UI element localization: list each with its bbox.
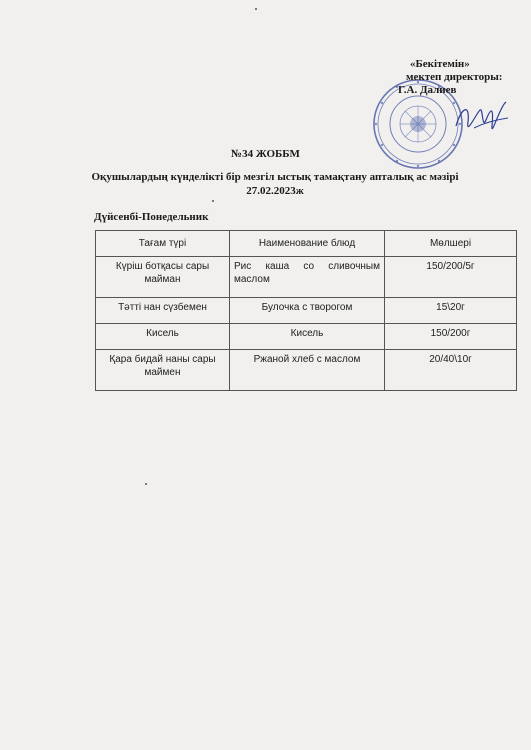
header-amount: Мөлшері [385,231,517,257]
paper-speck [212,200,214,202]
approval-block [398,58,528,97]
paper-speck [255,8,257,10]
cell-dish-kz: Қара бидай наны сары маймен [96,350,230,391]
cell-dish-ru: Рис каша со сливочным маслом [230,257,385,298]
cell-amount: 20/40\10г [385,350,517,391]
table-row [96,324,517,350]
table-row [96,257,517,298]
approval-name: Г.А. Далиев [398,84,457,96]
director-signature [452,96,512,144]
table-header-row [96,231,517,257]
cell-dish-ru: Кисель [230,324,385,350]
paper-speck [145,483,147,485]
document-title [40,170,510,198]
cell-dish-kz: Кисель [96,324,230,350]
table-row [96,298,517,324]
cell-dish-ru: Булочка с творогом [230,298,385,324]
cell-dish-kz: Тәтті нан сүзбемен [96,298,230,324]
cell-amount: 150/200/5г [385,257,517,298]
document-date: 27.02.2023ж [246,185,304,197]
cell-dish-ru: Ржаной хлеб с маслом [230,350,385,391]
cell-dish-kz: Күріш ботқасы сары майман [96,257,230,298]
table-row [96,350,517,391]
school-name: №34 ЖОББМ [231,148,300,160]
approval-position: мектеп директоры: [406,71,503,83]
header-dish-name-ru: Наименование блюд [230,231,385,257]
cell-amount: 150/200г [385,324,517,350]
document-title-line: Оқушылардың күнделікті бір мезгіл ыстық тамақтану апталық ас мәзірі [91,171,459,183]
day-heading: Дүйсенбі-Понедельник [94,211,209,223]
header-dish-type-kz: Тағам түрі [96,231,230,257]
cell-amount: 15\20г [385,298,517,324]
approval-title: «Бекітемін» [410,58,470,70]
menu-table [95,230,517,391]
